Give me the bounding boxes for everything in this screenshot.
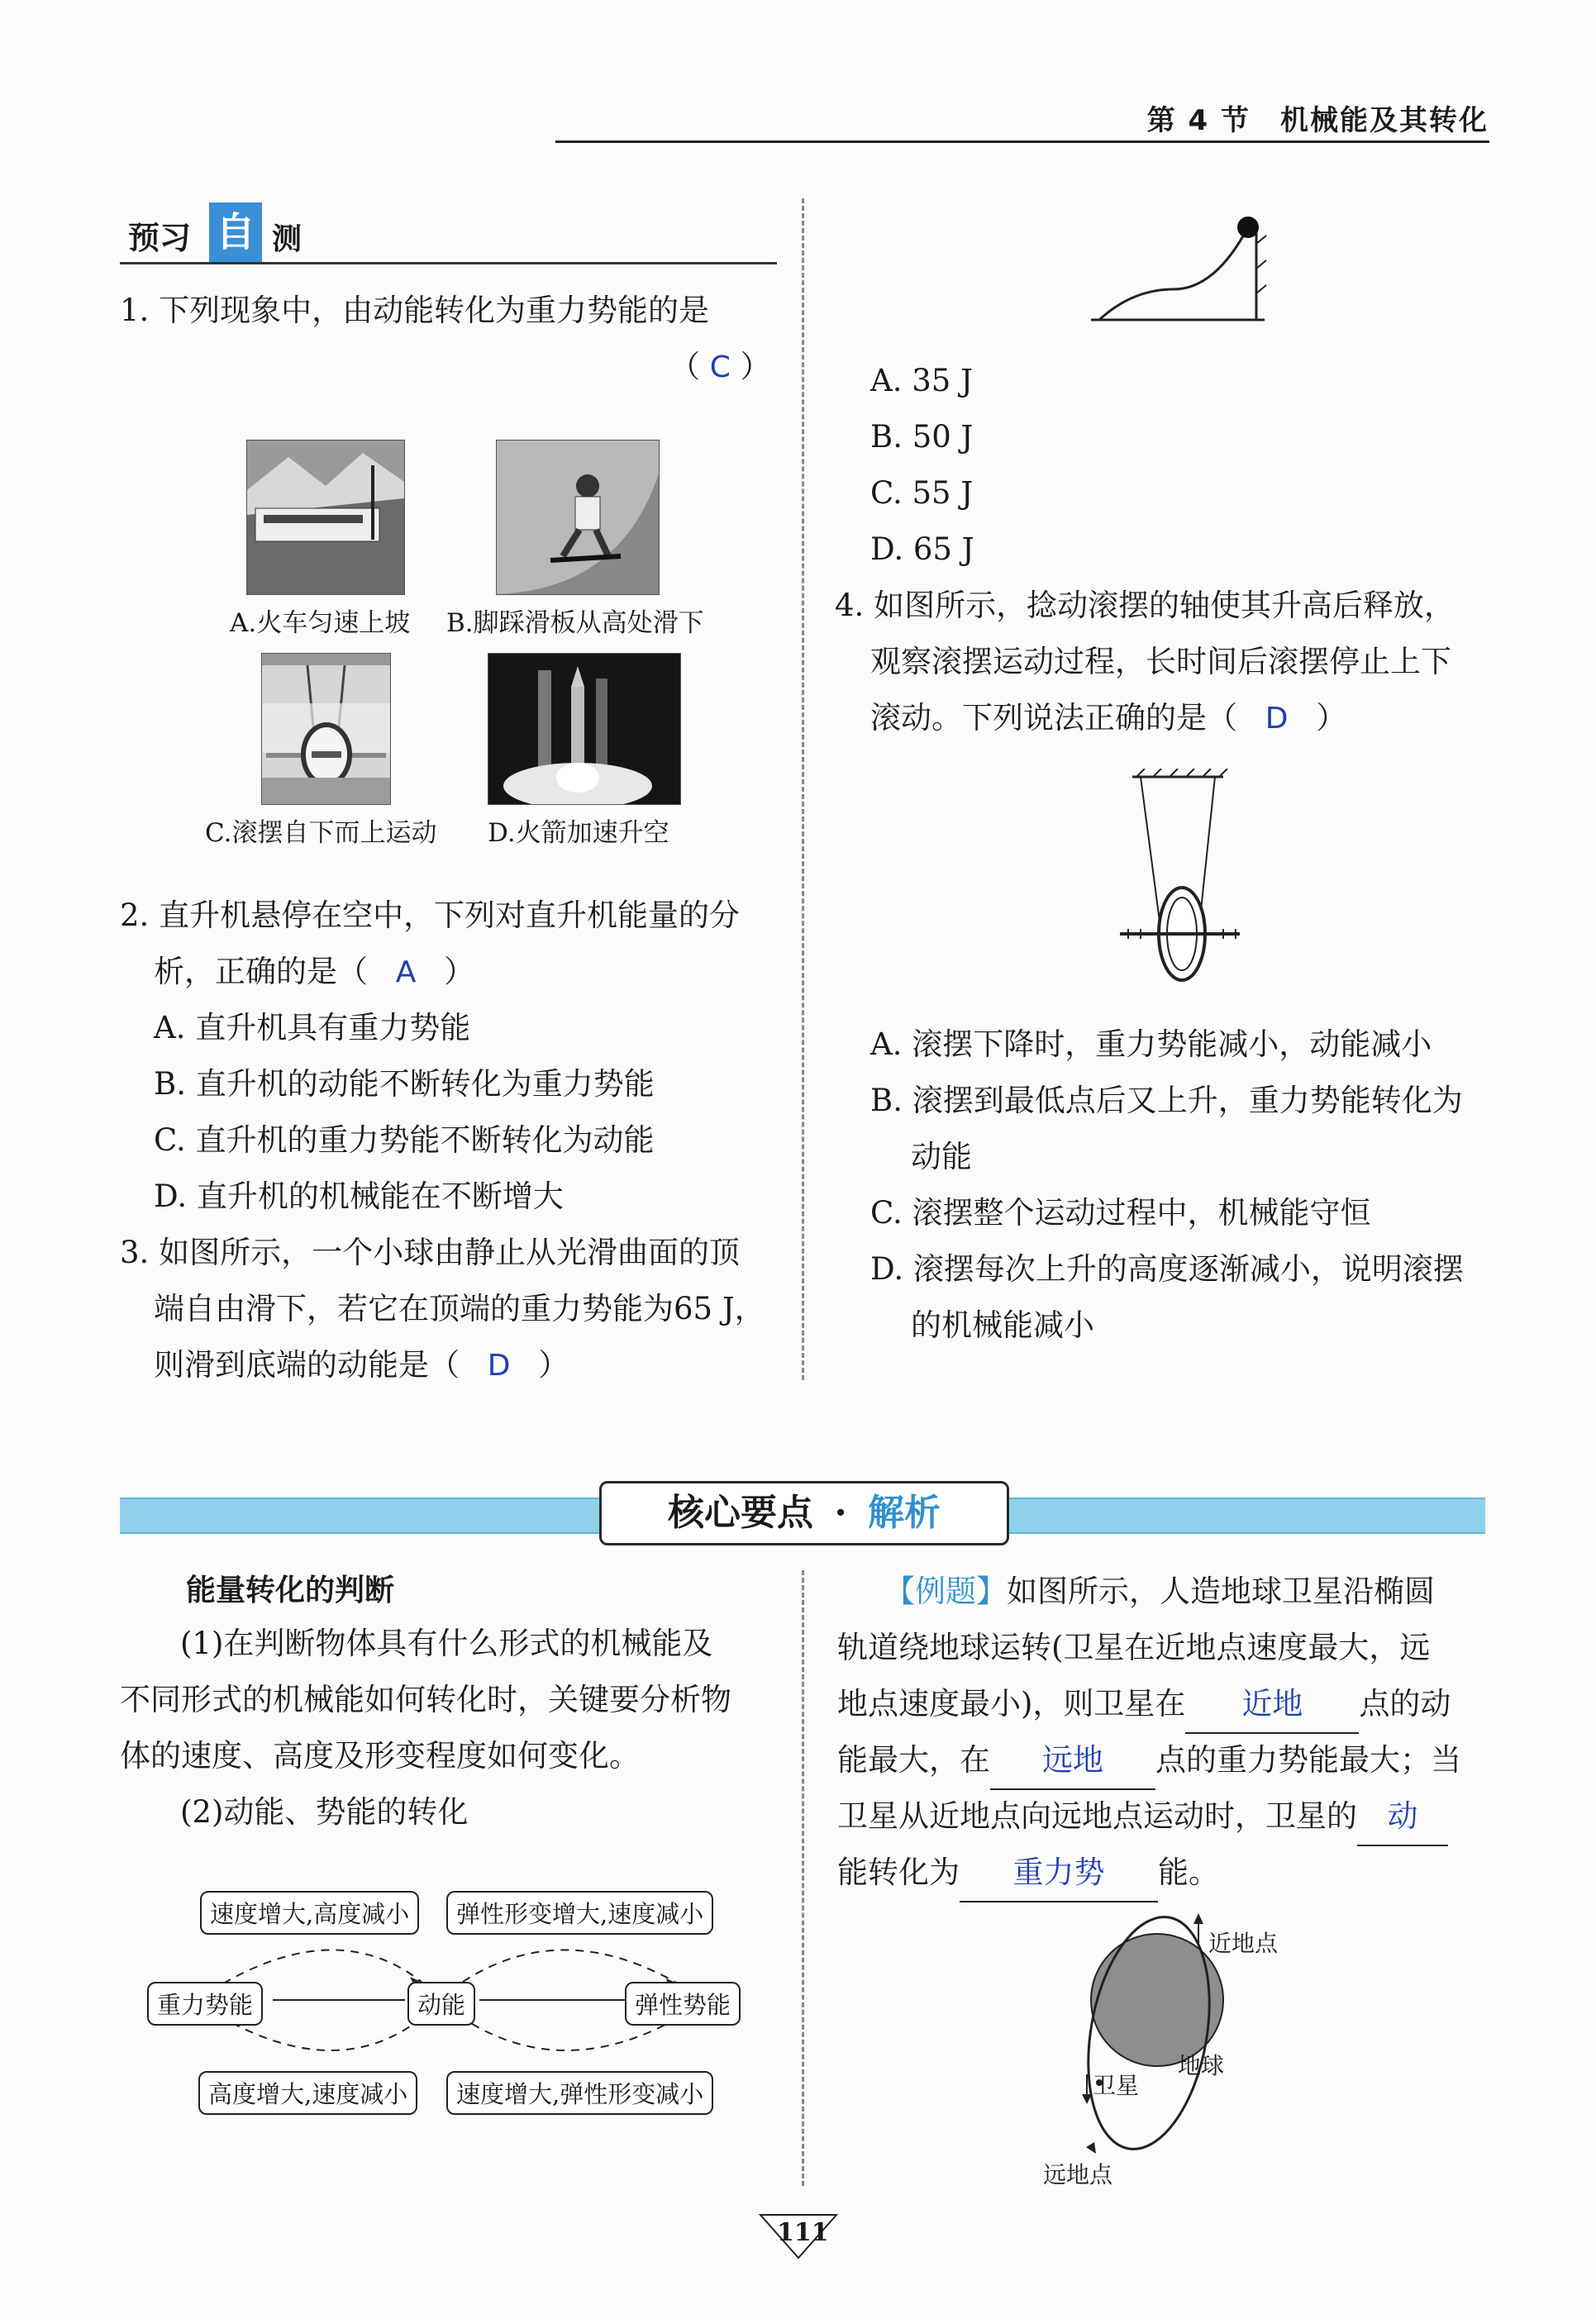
- orbit-label-far: 远地点: [1043, 2161, 1113, 2188]
- photo-train: [246, 440, 405, 595]
- box-bottom-right: 速度增大,弹性形变减小: [446, 2071, 713, 2115]
- q3-option-a: A. 35 J: [870, 363, 973, 398]
- q4-line-3-end: ）: [1316, 700, 1347, 736]
- preview-banner: [120, 202, 777, 269]
- q4-line-3: [870, 690, 1346, 747]
- column-divider-bottom: [802, 1570, 804, 2186]
- q4-option-c: C. 滚摆整个运动过程中，机械能守恒: [870, 1195, 1371, 1231]
- q3-slope-figure: [1083, 211, 1289, 326]
- q3-line-1: 3. 如图所示，一个小球由静止从光滑曲面的顶: [120, 1235, 741, 1270]
- q3-option-b: B. 50 J: [870, 419, 974, 455]
- example-tag: 【例题】: [884, 1574, 1007, 1609]
- orbit-label-near: 近地点: [1208, 1930, 1279, 1957]
- q2-option-a: A. 直升机具有重力势能: [154, 1010, 471, 1045]
- q1-paren-close: ）: [740, 349, 771, 384]
- box-gravitational-pe: 重力势能: [147, 1982, 263, 2026]
- caption-a: A.火车匀速上坡: [230, 608, 411, 638]
- orbit-figure: [1066, 1909, 1232, 2165]
- example-l3a: 地点速度最小)，则卫星在: [837, 1686, 1186, 1721]
- page-number: 111: [777, 2218, 829, 2247]
- preview-title-2: 自: [209, 202, 262, 262]
- box-bottom-left: 高度增大,速度减小: [198, 2071, 417, 2115]
- example-line-2: 轨道绕地球运转(卫星在近地点速度最大，远: [837, 1630, 1431, 1665]
- q4-option-d-1: D. 滚摆每次上升的高度逐渐减小，说明滚摆: [870, 1251, 1464, 1287]
- example-line-4: [837, 1732, 1461, 1790]
- q4-option-a: A. 滚摆下降时，重力势能减小，动能减小: [870, 1026, 1432, 1062]
- example-l4a: 能最大，在: [837, 1742, 990, 1778]
- q3-line-3-end: ）: [538, 1347, 569, 1383]
- section-title-box: [599, 1481, 1009, 1545]
- q2-stem-text: 析，正确的是（: [154, 954, 368, 989]
- example-line-3: [837, 1676, 1451, 1734]
- q3-line-2: 端自由滑下，若它在顶端的重力势能为65 J，: [154, 1291, 765, 1326]
- photo-skateboard: [496, 440, 660, 595]
- example-l5a: 卫星从近地点向远地点运动时，卫星的: [837, 1798, 1357, 1834]
- photo-rocket-launch: [488, 653, 681, 805]
- example-l6b: 能。: [1158, 1855, 1219, 1890]
- q3-answer: D: [487, 1349, 511, 1383]
- box-top-right: 弹性形变增大,速度减小: [446, 1891, 713, 1935]
- preview-underline: [120, 262, 777, 264]
- blank-kinetic[interactable]: 动: [1357, 1788, 1448, 1846]
- q2-stem-1: 2. 直升机悬停在空中，下列对直升机能量的分: [120, 898, 741, 933]
- box-kinetic: 动能: [407, 1982, 475, 2026]
- box-top-left: 速度增大,高度减小: [200, 1891, 419, 1935]
- q4-option-d-2: 的机械能减小: [911, 1307, 1094, 1343]
- preview-title-3: 测: [272, 222, 303, 256]
- q2-option-c: C. 直升机的重力势能不断转化为动能: [154, 1122, 655, 1158]
- blank-potential[interactable]: 重力势: [960, 1845, 1158, 1902]
- q1-answer-line: [669, 339, 771, 396]
- example-l3b: 点的动: [1359, 1686, 1451, 1721]
- header-rule: [555, 140, 1489, 143]
- analysis-heading: 能量转化的判断: [186, 1574, 395, 1607]
- q2-answer: A: [395, 955, 417, 989]
- q1-stem: 1. 下列现象中，由动能转化为重力势能的是: [120, 293, 710, 328]
- q2-option-b: B. 直升机的动能不断转化为重力势能: [154, 1066, 655, 1102]
- chapter-header: 第 4 节 机械能及其转化: [1146, 104, 1489, 137]
- q3-option-c: C. 55 J: [870, 475, 974, 511]
- example-line-1: [884, 1564, 1435, 1620]
- q1-answer: C: [709, 350, 731, 384]
- analysis-p1-line2: 不同形式的机械能如何转化时，关键要分析物: [120, 1682, 731, 1717]
- q4-option-b-2: 动能: [911, 1139, 972, 1174]
- q4-answer: D: [1265, 702, 1289, 736]
- q4-line-3-text: 滚动。下列说法正确的是（: [870, 700, 1237, 736]
- q4-pendulum-figure: [1116, 769, 1248, 992]
- example-line-6: [837, 1845, 1219, 1902]
- analysis-p1-line1: (1)在判断物体具有什么形式的机械能及: [180, 1626, 713, 1661]
- analysis-p1-line3: 体的速度、高度及形变程度如何变化。: [120, 1738, 640, 1774]
- example-l4b: 点的重力势能最大；当: [1155, 1742, 1461, 1778]
- q2-stem-2: [154, 944, 474, 1001]
- q4-option-b-1: B. 滚摆到最低点后又上升，重力势能转化为: [870, 1083, 1463, 1118]
- example-l1: 如图所示，人造地球卫星沿椭圆: [1007, 1574, 1435, 1609]
- orbit-label-satellite: 卫星: [1093, 2072, 1140, 2099]
- section-title-dot: ·: [834, 1492, 847, 1534]
- column-divider-top: [802, 198, 804, 1380]
- example-line-5: [837, 1788, 1448, 1846]
- analysis-p2: (2)动能、势能的转化: [180, 1794, 469, 1830]
- q2-option-d: D. 直升机的机械能在不断增大: [154, 1179, 564, 1214]
- blank-near[interactable]: 近地: [1185, 1676, 1359, 1734]
- caption-b: B.脚踩滑板从高处滑下: [446, 608, 704, 638]
- q1-paren-open: （: [669, 349, 700, 384]
- blank-far[interactable]: 远地: [990, 1732, 1155, 1790]
- preview-title-1: 预习: [128, 220, 192, 256]
- section-title-a: 核心要点: [668, 1492, 813, 1534]
- photo-yoyo-pendulum: [261, 653, 391, 805]
- caption-d: D.火箭加速升空: [488, 818, 669, 848]
- q3-option-d: D. 65 J: [870, 531, 974, 567]
- box-elastic-pe: 弹性势能: [625, 1982, 741, 2026]
- q4-line-1: 4. 如图所示，捻动滚摆的轴使其升高后释放，: [835, 588, 1455, 623]
- section-title-b: 解析: [867, 1492, 941, 1534]
- caption-c: C.滚摆自下而上运动: [205, 818, 437, 848]
- example-l6a: 能转化为: [837, 1855, 960, 1890]
- q3-line-3-text: 则滑到底端的动能是（: [154, 1347, 460, 1383]
- q3-line-3: [154, 1337, 569, 1394]
- orbit-label-earth: 地球: [1178, 2052, 1225, 2079]
- q2-stem-end: ）: [444, 954, 475, 989]
- q4-line-2: 观察滚摆运动过程，长时间后滚摆停止上下: [870, 644, 1451, 679]
